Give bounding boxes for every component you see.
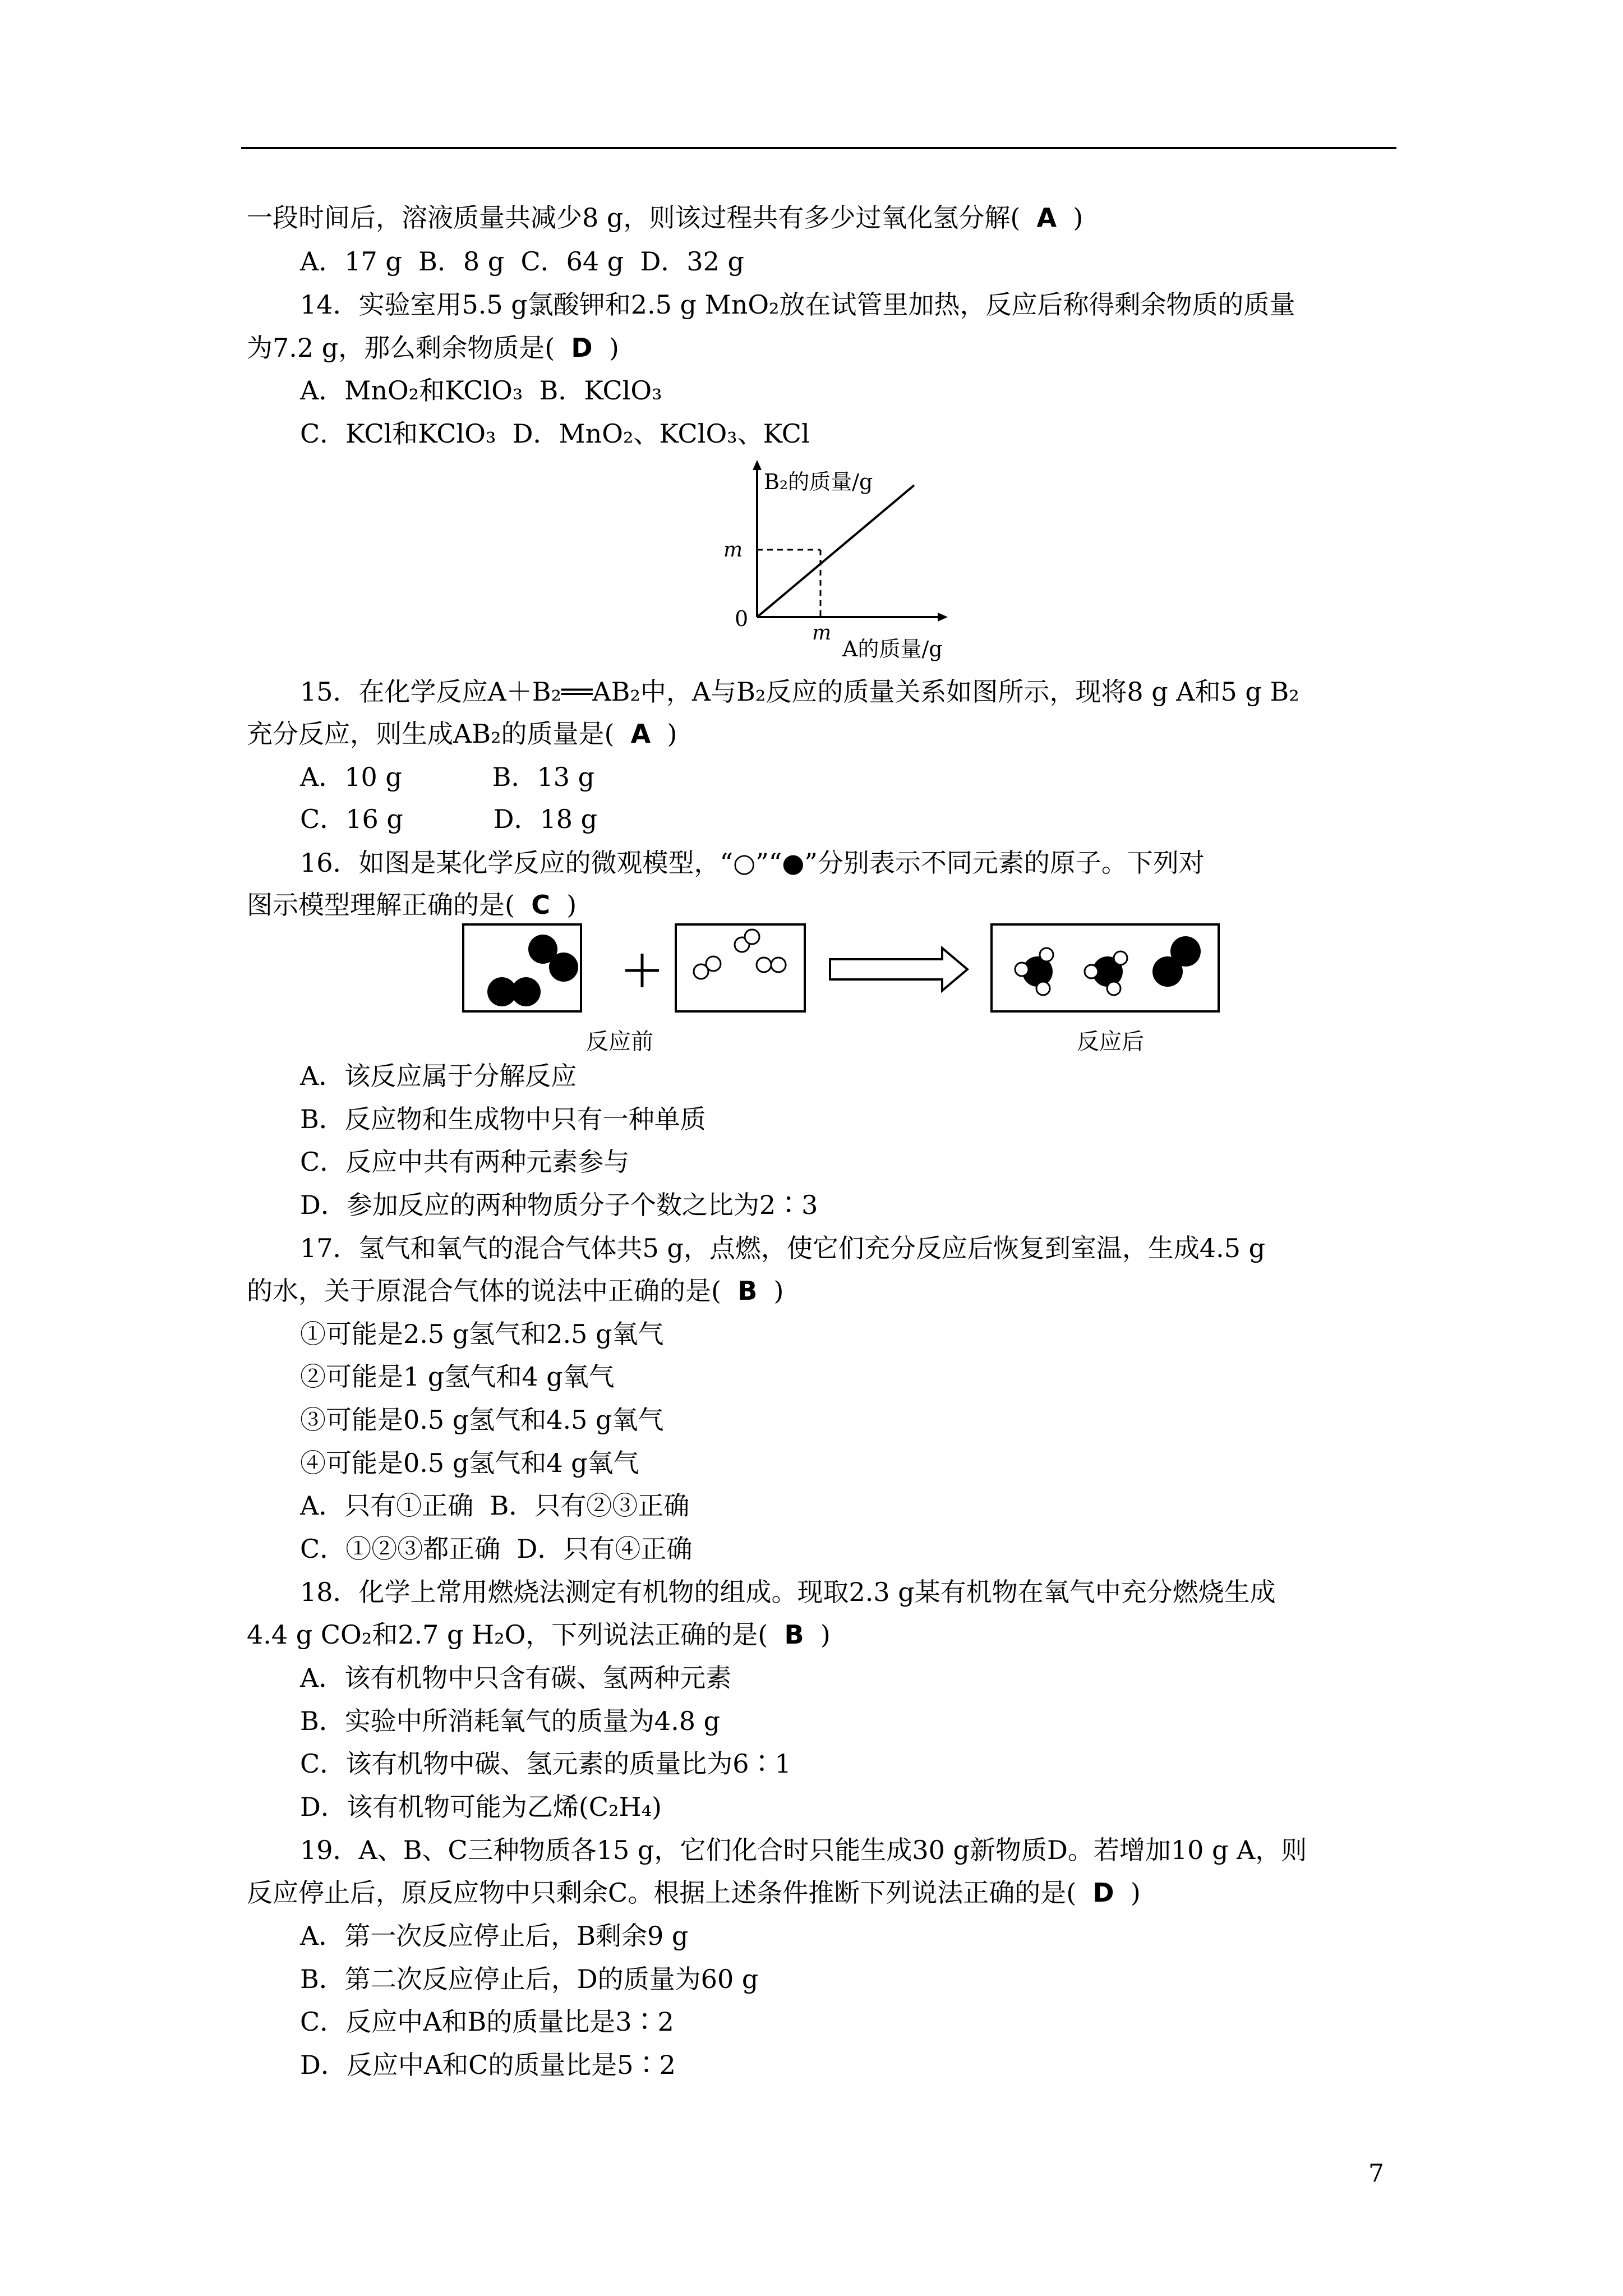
q19-line1: 19．A、B、C三种物质各15 g，它们化合时只能生成30 g新物质D。若增加10 g A，则: [300, 1835, 1307, 1865]
q18-answer: B: [784, 1619, 804, 1650]
label-before: 反应前: [586, 1029, 653, 1055]
white-atom: [745, 930, 759, 944]
x-axis-label: A的质量/g: [842, 637, 943, 661]
reaction-model-figure: [460, 920, 1245, 1066]
q16-option-b: B．反应物和生成物中只有一种单质: [300, 1104, 706, 1134]
q15-line1: 15．在化学反应A＋B₂══AB₂中，A与B₂反应的质量关系如图所示，现将8 g A和5 g B₂: [300, 677, 1299, 707]
q19-answer: D: [1092, 1878, 1114, 1908]
q14-line1: 14．实验室用5.5 g氯酸钾和2.5 g MnO₂放在试管里加热，反应后称得剩余物质的质量: [300, 289, 1295, 320]
black-atom: [549, 953, 578, 982]
y-axis-label: B₂的质量/g: [764, 470, 873, 494]
white-atom: [1040, 948, 1053, 961]
q14-options-1: A．MnO₂和KClO₃ B．KClO₃: [300, 375, 662, 406]
q19-line2: 反应停止后，原反应物中只剩余C。根据上述条件推断下列说法正确的是( D ): [247, 1878, 1141, 1908]
q18-line1: 18．化学上常用燃烧法测定有机物的组成。现取2.3 g某有机物在氧气中充分燃烧生成: [300, 1577, 1276, 1607]
q13-options: A．17 g B．8 g C．64 g D．32 g: [300, 246, 744, 277]
y-tick-m: m: [723, 539, 743, 562]
q14-answer: D: [571, 333, 593, 363]
q17-line1: 17．氢气和氧气的混合气体共5 g，点燃，使它们充分反应后恢复到室温，生成4.5 g: [300, 1233, 1266, 1263]
proportion-line: [757, 485, 914, 617]
q15-options-1: A．10 g B．13 g: [300, 762, 595, 792]
q18-option-a: A．该有机物中只含有碳、氢两种元素: [300, 1663, 732, 1693]
white-atom: [1015, 963, 1029, 976]
white-atom: [1114, 951, 1127, 965]
white-atom: [1036, 982, 1050, 995]
page-number: 7: [1368, 2159, 1384, 2188]
reaction-arrow: [830, 948, 967, 991]
label-after: 反应后: [1077, 1029, 1144, 1055]
q14-line2: 为7.2 g，那么剩余物质是( D ): [247, 333, 619, 363]
q15-answer: A: [630, 719, 651, 749]
origin-label: 0: [735, 606, 749, 631]
q16-option-d: D．参加反应的两种物质分子个数之比为2∶3: [300, 1190, 818, 1220]
q19-option-b: B．第二次反应停止后，D的质量为60 g: [300, 1964, 759, 1994]
q15-options-2: C．16 g D．18 g: [300, 804, 598, 834]
q19-option-c: C．反应中A和B的质量比是3∶2: [300, 2007, 674, 2037]
q13-answer: A: [1036, 203, 1057, 233]
white-atom: [706, 956, 721, 971]
q16-option-a: A．该反应属于分解反应: [300, 1061, 577, 1091]
y-axis-arrow: [753, 460, 762, 470]
white-atom: [757, 958, 771, 972]
q16-line1: 16．如图是某化学反应的微观模型，“○”“●”分别表示不同元素的原子。下列对: [300, 848, 1205, 878]
q19-option-a: A．第一次反应停止后，B剩余9 g: [300, 1921, 689, 1951]
header-rule: [241, 147, 1396, 149]
q17-statement-3: ③可能是0.5 g氢气和4.5 g氧气: [300, 1405, 664, 1435]
black-atom: [1170, 936, 1201, 967]
q19-option-d: D．反应中A和C的质量比是5∶2: [300, 2050, 676, 2080]
q17-statement-1: ①可能是2.5 g氢气和2.5 g氧气: [300, 1319, 664, 1349]
white-atom: [1085, 965, 1098, 978]
q18-option-c: C．该有机物中碳、氢元素的质量比为6∶1: [300, 1749, 791, 1779]
x-axis-arrow: [938, 613, 948, 622]
q17-line2: 的水，关于原混合气体的说法中正确的是( B ): [247, 1276, 784, 1306]
black-atom: [511, 977, 541, 1006]
q16-answer: C: [531, 890, 550, 920]
q17-answer: B: [737, 1276, 758, 1306]
mass-relation-graph: [723, 460, 993, 662]
x-tick-m: m: [812, 622, 832, 645]
q16-line2: 图示模型理解正确的是( C ): [247, 890, 577, 920]
q17-options-2: C．①②③都正确 D．只有④正确: [300, 1534, 693, 1564]
q17-statement-4: ④可能是0.5 g氢气和4 g氧气: [300, 1448, 639, 1478]
q13-line1: 一段时间后，溶液质量共减少8 g，则该过程共有多少过氧化氢分解( A ): [247, 203, 1083, 233]
white-atom: [771, 958, 786, 972]
q18-option-b: B．实验中所消耗氧气的质量为4.8 g: [300, 1706, 721, 1736]
q18-option-d: D．该有机物可能为乙烯(C₂H₄): [300, 1792, 662, 1822]
q15-line2: 充分反应，则生成AB₂的质量是( A ): [247, 719, 677, 749]
q17-statement-2: ②可能是1 g氢气和4 g氧气: [300, 1361, 615, 1392]
white-atom: [1107, 982, 1121, 995]
q18-line2: 4.4 g CO₂和2.7 g H₂O，下列说法正确的是( B ): [247, 1619, 831, 1650]
q17-options-1: A．只有①正确 B．只有②③正确: [300, 1490, 690, 1521]
q14-options-2: C．KCl和KClO₃ D．MnO₂、KClO₃、KCl: [300, 418, 810, 449]
q16-option-c: C．反应中共有两种元素参与: [300, 1147, 630, 1177]
